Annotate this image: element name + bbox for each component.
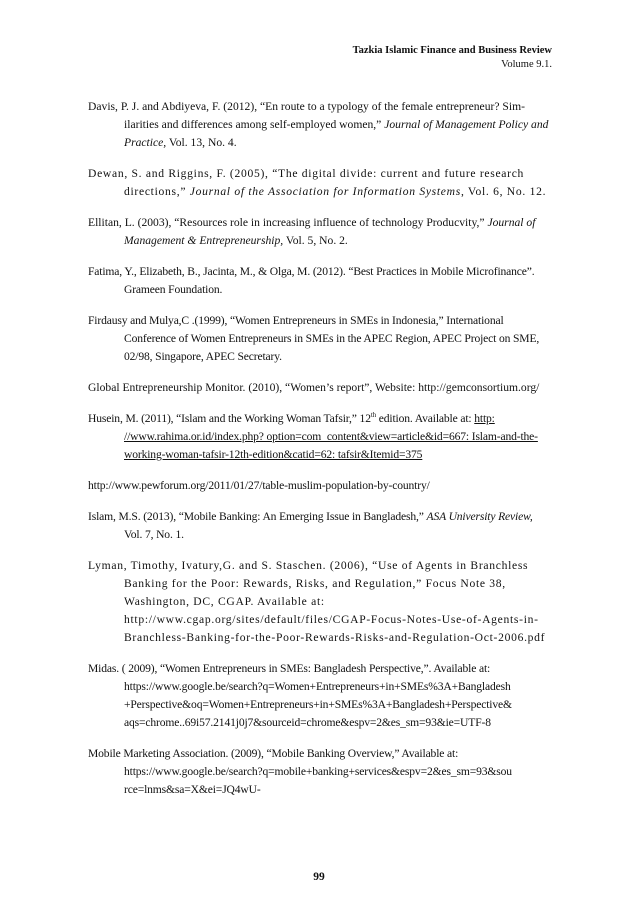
reference-entry: Mobile Marketing Association. (2009), “Mobile Banking Overview,” Available at: https://www.google.be/search?q=mobile+banking+services&espv=2&es_sm=93&sou rce=lnms&sa=X&ei=JQ4wU- [88, 747, 512, 796]
reference-entry: Ellitan, L. (2003), “Resources role in increasing influence of technology Producvity,” Journal of Management & Entrepreneurship, Vol. 5, No. 2. [88, 216, 536, 247]
running-header [353, 44, 552, 72]
reference-entry: http://www.pewforum.org/2011/01/27/table-muslim-population-by-country/ [88, 479, 430, 492]
reference-entry: Islam, M.S. (2013), “Mobile Banking: An Emerging Issue in Bangladesh,” ASA University Review, Vol. 7, No. 1. [88, 510, 533, 541]
reference-entry: Firdausy and Mulya,C .(1999), “Women Entrepreneurs in SMEs in Indonesia,” International Conference of Women Entrepreneurs in SMEs in the APEC Region, APEC Project on SME, 02/98, Singapore, APEC Secretary. [88, 314, 540, 363]
reference-entry: Dewan, S. and Riggins, F. (2005), “The digital divide: current and future research directions,” Journal of the Association for Information Systems, Vol. 6, No. 12. [88, 167, 547, 198]
reference-link[interactable]: http: //www.rahima.or.id/index.php? option=com_content&view=article&id=667: Islam-and-the-working-woman-tafsir-12th-edition&catid=62: tafsir&Itemid=375 [124, 412, 538, 461]
reference-entry: Midas. ( 2009), “Women Entrepreneurs in SMEs: Bangladesh Perspective,”. Available at: https://www.google.be/search?q=Women+Entrepreneurs+in+SMEs%3A+Bangladesh +Perspective&oq=Women+Entrepreneurs+in+SMEs%3A+Bangladesh+Perspective& aqs=chrome..69i57.2141j0j7&sourceid=chrome&espv=2&es_sm=93&ie=UTF-8 [88, 662, 512, 729]
page-number: 99 [313, 871, 325, 883]
reference-entry: Husein, M. (2011), “Islam and the Working Woman Tafsir,” 12th edition. Available at: http: //www.rahima.or.id/index.php? option=com_content&view=article&id=667: Islam-and-the-working-woman-tafsir-12th-edition&catid=62: tafsir&Itemid=375 [88, 411, 538, 461]
reference-entry: Fatima, Y., Elizabeth, B., Jacinta, M., & Olga, M. (2012). “Best Practices in Mobile Microfinance”. Grameen Foundation. [88, 265, 535, 296]
reference-list [88, 98, 550, 812]
reference-entry: Global Entrepreneurship Monitor. (2010), “Women’s report”, Website: http://gemconsortium.org/ [88, 381, 540, 394]
reference-entry: Lyman, Timothy, Ivatury,G. and S. Staschen. (2006), “Use of Agents in Branchless Banking for the Poor: Rewards, Risks, and Regulation,” Focus Note 38, Washington, DC, CGAP. Available at: http://www.cgap.org/sites/default/files/CGAP-Focus-Notes-Use-of-Agents-in-Branchless-Banking-for-the-Poor-Rewards-Risks-and-Regulation-Oct-2006.pdf [88, 559, 546, 644]
journal-title: Tazkia Islamic Finance and Business Review [352, 45, 552, 56]
volume-label: Volume 9.1. [501, 59, 552, 70]
reference-entry: Davis, P. J. and Abdiyeva, F. (2012), “En route to a typology of the female entrepreneur? Sim-ilarities and differences among self-employed women,” Journal of Management Policy and Practice, Vol. 13, No. 4. [88, 100, 549, 149]
